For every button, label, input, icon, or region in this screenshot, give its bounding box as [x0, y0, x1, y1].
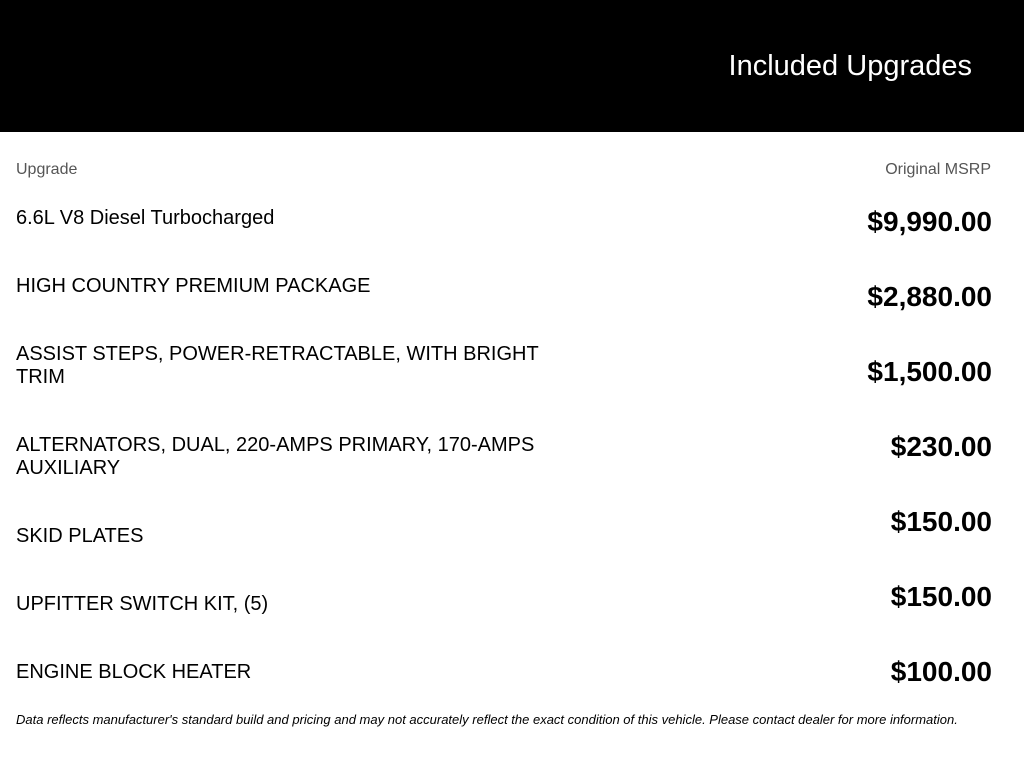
- page-title: Included Upgrades: [728, 50, 972, 82]
- upgrade-price: $1,500.00: [867, 356, 992, 387]
- upgrade-name: HIGH COUNTRY PREMIUM PACKAGE: [16, 275, 371, 297]
- upgrade-name: ENGINE BLOCK HEATER: [16, 661, 252, 683]
- upgrade-price: $9,990.00: [867, 206, 992, 237]
- upgrade-price: $100.00: [890, 656, 992, 687]
- column-header-msrp: Original MSRP: [885, 161, 991, 178]
- upgrade-name: UPFITTER SWITCH KIT, (5): [16, 593, 269, 615]
- upgrade-name: SKID PLATES: [16, 525, 144, 547]
- upgrade-name: 6.6L V8 Diesel Turbocharged: [16, 207, 275, 229]
- upgrade-price: $150.00: [890, 506, 992, 537]
- upgrade-name: ASSIST STEPS, POWER-RETRACTABLE, WITH BRIGHT TRIM: [16, 343, 539, 388]
- upgrade-price: $2,880.00: [867, 281, 992, 312]
- header-bar: [0, 0, 1024, 132]
- upgrade-price: $150.00: [890, 581, 992, 612]
- upgrade-name: ALTERNATORS, DUAL, 220-AMPS PRIMARY, 170-AMPS AUXILIARY: [16, 434, 535, 479]
- upgrade-price: $230.00: [890, 431, 992, 462]
- disclaimer-text: Data reflects manufacturer's standard build and pricing and may not accurately reflect the exact condition of this vehicle. Please contact dealer for more information.: [16, 712, 958, 727]
- column-header-upgrade: Upgrade: [16, 161, 78, 178]
